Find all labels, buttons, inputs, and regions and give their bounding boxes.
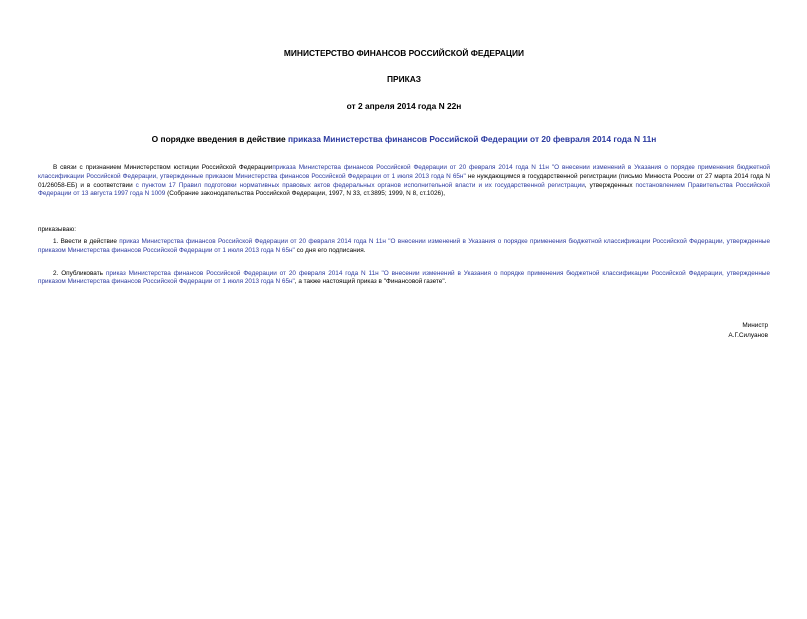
- item1-link-order[interactable]: приказ Министерства финансов Российской Федерации от 20 февраля 2014 года N 11н "О внесении изменений в Указания о порядке применения бюджетной классификации Российской Федерации, утвержденные приказом Министерства финансов Российской Федерации от 1 июля 2013 года N 65н": [38, 237, 771, 254]
- doc-title-text: О порядке введения в действие: [151, 134, 288, 144]
- preamble-text-1: В связи с признанием Министерством юстиции Российской Федерации: [53, 164, 273, 171]
- preamble-link-resolution[interactable]: постановлением Правительства Российской Федерации от 13 августа 1997 года N 1009: [38, 181, 770, 198]
- prikazyvayu-text: приказываю:: [38, 226, 76, 234]
- doc-date-number: от 2 апреля 2014 года N 22н: [346, 101, 462, 111]
- preamble-text-2: не нуждающимся в государственной регистрации (письмо Минюста России от 27 марта 2014 года N 01/26058-ЕБ) и в соответствии: [38, 172, 771, 189]
- item1-text-2: со дня его подписания.: [294, 246, 366, 254]
- doc-title-link[interactable]: приказа Министерства финансов Российской Федерации от 20 февраля 2014 года N 11н: [287, 134, 657, 144]
- item2-text-1: 2. Опубликовать: [53, 269, 106, 277]
- signature-block: [38, 321, 770, 341]
- order-item-1: [38, 238, 770, 256]
- signature-name: А.Г.Силуанов: [728, 332, 768, 340]
- item2-link-order[interactable]: приказ Министерства финансов Российской Федерации от 20 февраля 2014 года N 11н "О внесении изменений в Указания о порядке применения бюджетной классификации Российской Федерации, утвержденные приказом Министерства финансов Российской Федерации от 1 июля 2013 года N 65н": [38, 269, 771, 286]
- preamble-link-order[interactable]: приказа Министерства финансов Российской Федерации от 20 февраля 2014 года N 11н "О внесении изменений в Указания о порядке применения бюджетной классификации Российской Федерации, утвержденные приказом Министерства финансов Российской Федерации от 1 июля 2013 года N 65н": [38, 164, 770, 180]
- document-page: [0, 48, 807, 619]
- doc-title: [38, 134, 770, 144]
- preamble-text-3: , утвержденных: [584, 181, 636, 189]
- order-item-2: [38, 270, 770, 288]
- preamble-paragraph: [38, 164, 770, 199]
- preamble-text-4: (Собрание законодательства Российской Федерации, 1997, N 33, ст.3895; 1999, N 8, ст.1026),: [165, 190, 445, 198]
- doc-type-heading: ПРИКАЗ: [386, 74, 422, 84]
- item1-text-1: 1. Ввести в действие: [53, 237, 120, 245]
- preamble-link-rules[interactable]: с пунктом 17 Правил подготовки нормативных правовых актов федеральных органов исполнительной власти и их государственной регистрации: [135, 181, 585, 189]
- ministry-heading: МИНИСТЕРСТВО ФИНАНСОВ РОССИЙСКОЙ ФЕДЕРАЦИИ: [283, 48, 525, 58]
- signature-position: Министр: [742, 322, 768, 330]
- item2-text-2: , а также настоящий приказ в "Финансовой газете".: [294, 278, 447, 286]
